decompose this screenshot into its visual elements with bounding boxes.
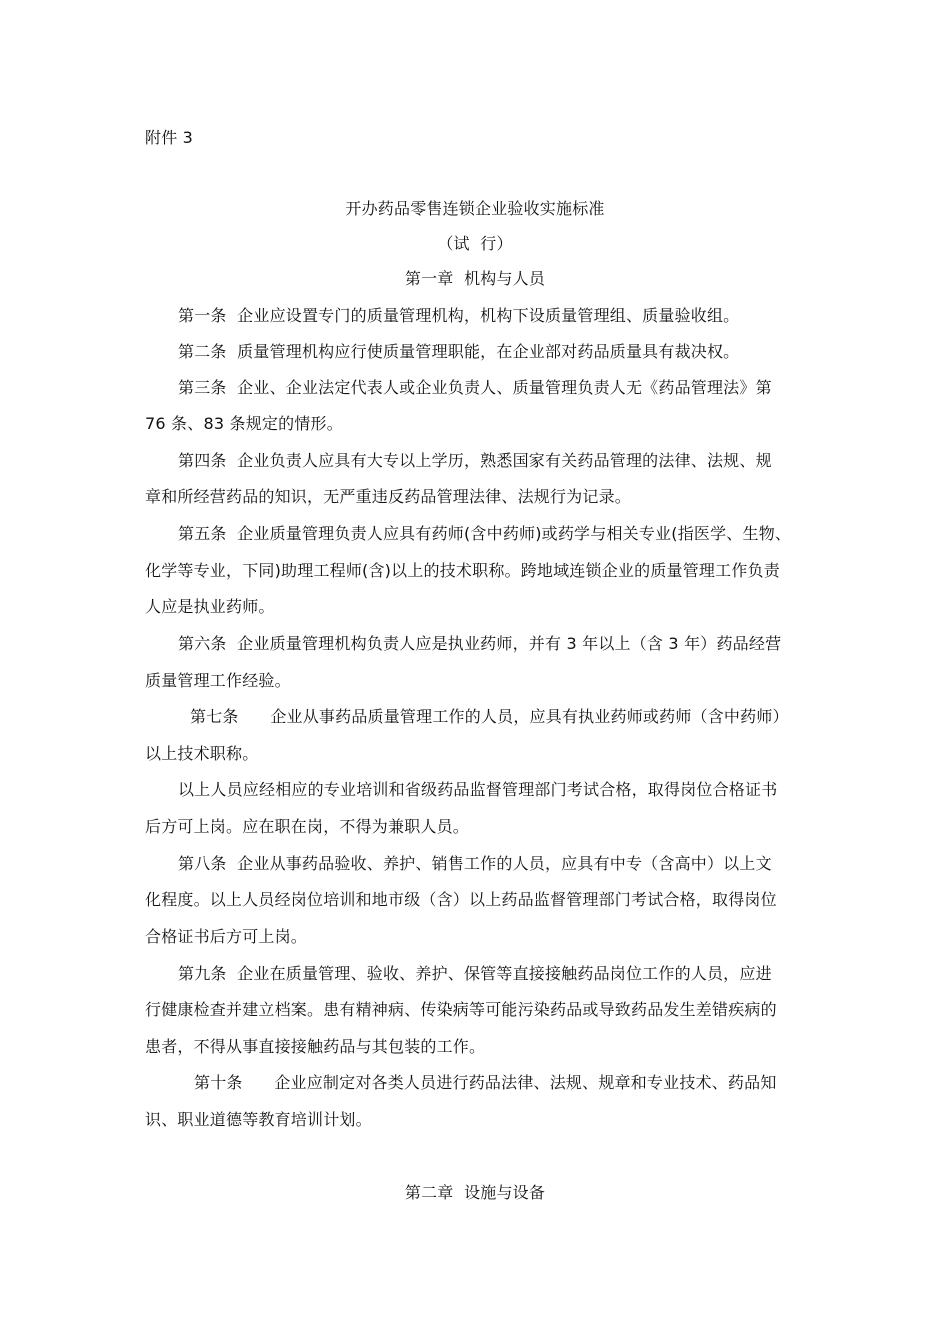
chapter-1-heading: 第一章 机构与人员	[404, 269, 546, 288]
article-5-line-3: 人应是执业药师。	[145, 597, 275, 616]
chapter-2-heading: 第二章 设施与设备	[404, 1183, 546, 1202]
article-2: 第二条 质量管理机构应行使质量管理职能，在企业部对药品质量具有裁决权。	[178, 342, 740, 361]
attachment-label: 附件 3	[145, 128, 194, 147]
article-8-line-1: 第八条 企业从事药品验收、养护、销售工作的人员，应具有中专（含高中）以上文	[178, 854, 772, 873]
article-4-line-2: 章和所经营药品的知识，无严重违反药品管理法律、法规行为记录。	[145, 487, 632, 506]
article-8-line-3: 合格证书后方可上岗。	[145, 927, 308, 946]
article-4-line-1: 第四条 企业负责人应具有大专以上学历，熟悉国家有关药品管理的法律、法规、规	[178, 451, 772, 470]
article-7-para-2-line-1: 以上人员应经相应的专业培训和省级药品监督管理部门考试合格，取得岗位合格证书	[178, 780, 778, 799]
article-7-line-1: 第七条 企业从事药品质量管理工作的人员，应具有执业药师或药师（含中药师）	[190, 707, 789, 726]
article-9-line-3: 患者，不得从事直接接触药品与其包装的工作。	[145, 1037, 486, 1056]
article-7-line-2: 以上技术职称。	[145, 744, 259, 763]
article-5-line-2: 化学等专业，下同)助理工程师(含)以上的技术职称。跨地域连锁企业的质量管理工作负责	[145, 561, 780, 580]
article-9-line-2: 行健康检查并建立档案。患有精神病、传染病等可能污染药品或导致药品发生差错疾病的	[145, 1000, 777, 1019]
article-10-line-1: 第十条 企业应制定对各类人员进行药品法律、法规、规章和专业技术、药品知	[194, 1073, 777, 1092]
article-10-line-2: 识、职业道德等教育培训计划。	[145, 1110, 372, 1129]
article-3-line-1: 第三条 企业、企业法定代表人或企业负责人、质量管理负责人无《药品管理法》第	[178, 378, 772, 397]
document-subtitle: （试 行）	[437, 234, 513, 253]
article-1: 第一条 企业应设置专门的质量管理机构，机构下设质量管理组、质量验收组。	[178, 306, 740, 325]
article-8-line-2: 化程度。以上人员经岗位培训和地市级（含）以上药品监督管理部门考试合格，取得岗位	[145, 890, 777, 909]
article-5-line-1: 第五条 企业质量管理负责人应具有药师(含中药师)或药学与相关专业(指医学、生物、	[178, 524, 792, 543]
article-7-para-2-line-2: 后方可上岗。应在职在岗，不得为兼职人员。	[145, 817, 470, 836]
article-3-line-2: 76 条、83 条规定的情形。	[145, 414, 343, 433]
article-6-line-2: 质量管理工作经验。	[145, 671, 291, 690]
article-6-line-1: 第六条 企业质量管理机构负责人应是执业药师，并有 3 年以上（含 3 年）药品经营	[178, 634, 782, 653]
document-title: 开办药品零售连锁企业验收实施标准	[345, 199, 605, 218]
article-9-line-1: 第九条 企业在质量管理、验收、养护、保管等直接接触药品岗位工作的人员，应进	[178, 964, 772, 983]
